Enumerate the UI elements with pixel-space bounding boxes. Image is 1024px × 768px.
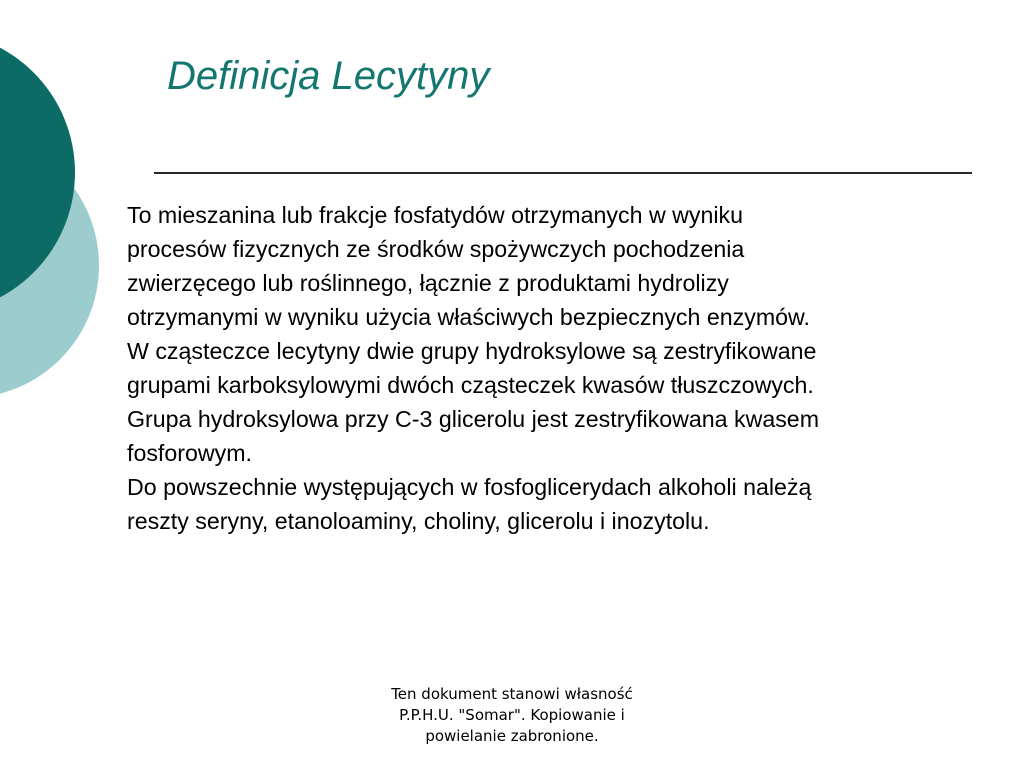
body-line: W cząsteczce lecytyny dwie grupy hydroksylowe są zestryfikowane <box>127 338 817 364</box>
footer-line: powielanie zabronione. <box>425 727 599 745</box>
title-divider <box>154 172 972 174</box>
body-line: procesów fizycznych ze środków spożywczych pochodzenia <box>127 236 745 262</box>
footer-line: Ten dokument stanowi własność <box>391 685 633 703</box>
copyright-footer <box>352 684 672 747</box>
body-line: To mieszanina lub frakcje fosfatydów otrzymanych w wyniku <box>127 202 744 228</box>
body-line: grupami karboksylowymi dwóch cząsteczek kwasów tłuszczowych. <box>127 372 814 398</box>
body-line: otrzymanymi w wyniku użycia właściwych bezpiecznych enzymów. <box>127 304 810 330</box>
body-line: fosforowym. <box>127 440 252 466</box>
body-line: Do powszechnie występujących w fosfoglicerydach alkoholi należą <box>127 474 812 500</box>
body-line: reszty seryny, etanoloaminy, choliny, glicerolu i inozytolu. <box>127 508 710 534</box>
body-text <box>127 198 1007 538</box>
slide-title: Definicja Lecytyny <box>167 54 490 98</box>
body-line: Grupa hydroksylowa przy C-3 glicerolu jest zestryfikowana kwasem <box>127 406 820 432</box>
footer-line: P.P.H.U. "Somar". Kopiowanie i <box>399 706 625 724</box>
body-line: zwierzęcego lub roślinnego, łącznie z produktami hydrolizy <box>127 270 729 296</box>
